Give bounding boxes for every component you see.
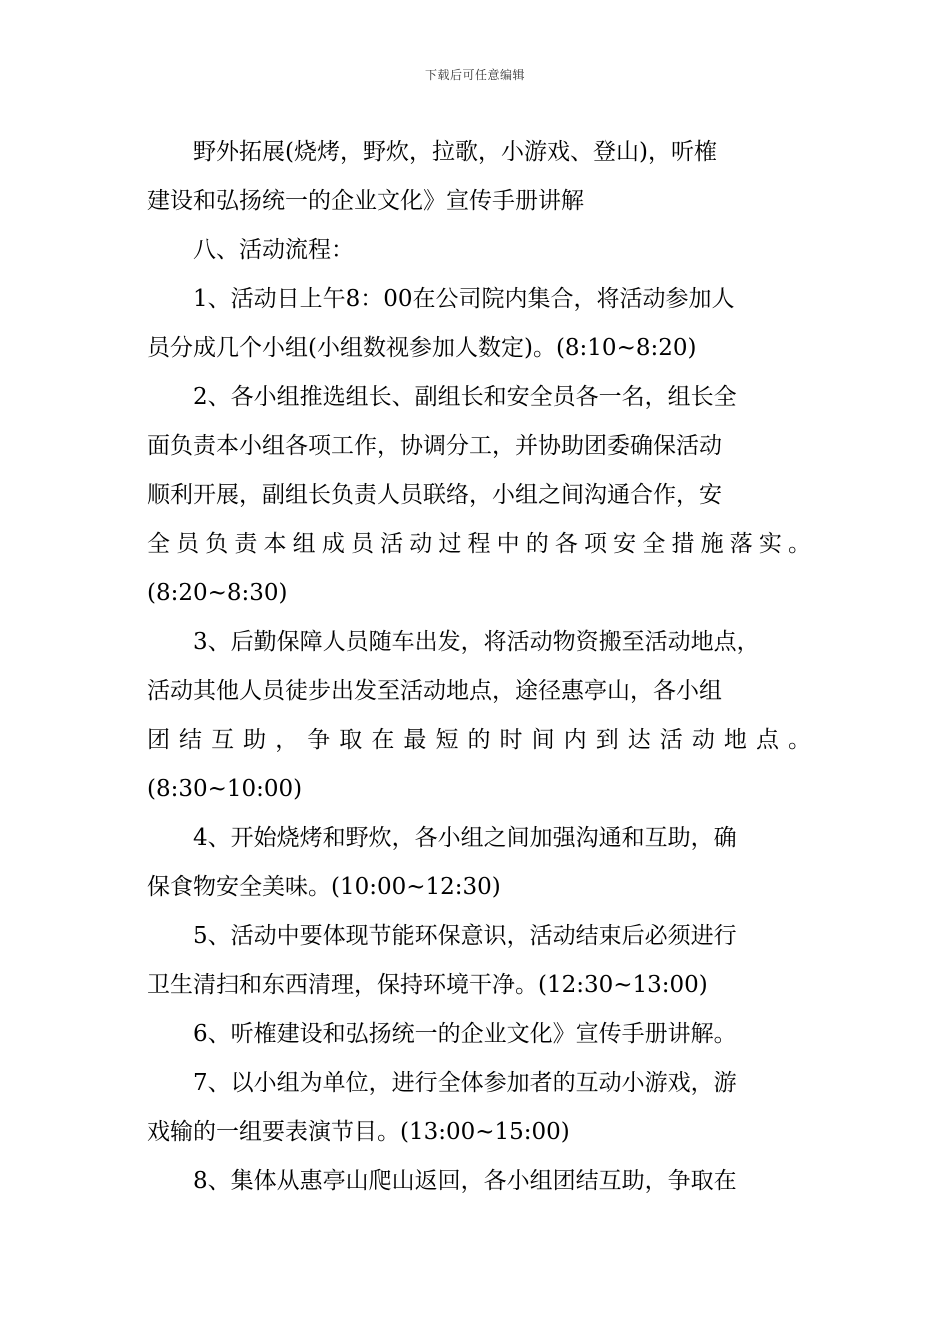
text-line: 8、集体从惠亭山爬山返回，各小组团结互助，争取在 <box>193 1168 737 1194</box>
text-line: 顺利开展，副组长负责人员联络，小组之间沟通合作，安 <box>147 482 722 508</box>
text-line: 建设和弘扬统一的企业文化》宣传手册讲解 <box>147 188 584 214</box>
text-line: (8:30~10:00) <box>147 776 303 802</box>
text-line: 员分成几个小组(小组数视参加人数定)。(8:10~8:20) <box>147 335 697 361</box>
text-line: 卫生清扫和东西清理，保持环境干净。(12:30~13:00) <box>147 972 708 998</box>
text-line: 全员负责本组成员活动过程中的各项安全措施落实。 <box>147 531 811 557</box>
text-line: 活动其他人员徒步出发至活动地点，途径惠亭山，各小组 <box>147 678 722 704</box>
text-line: 八、活动流程： <box>193 237 354 263</box>
text-line: 6、听榷建设和弘扬统一的企业文化》宣传手册讲解。 <box>193 1021 737 1047</box>
text-line: 5、活动中要体现节能环保意识，活动结束后必须进行 <box>193 923 737 949</box>
text-line: 面负责本小组各项工作，协调分工，并协助团委确保活动 <box>147 433 722 459</box>
document-body <box>147 128 811 1206</box>
text-line: 2、各小组推选组长、副组长和安全员各一名，组长全 <box>193 384 737 410</box>
text-line: 戏输的一组要表演节目。(13:00~15:00) <box>147 1119 570 1145</box>
text-line: 保食物安全美味。(10:00~12:30) <box>147 874 501 900</box>
text-line: (8:20~8:30) <box>147 580 288 606</box>
text-line: 1、活动日上午8：00在公司院内集合，将活动参加人 <box>193 286 735 312</box>
text-line: 3、后勤保障人员随车出发，将活动物资搬至活动地点， <box>193 629 760 655</box>
text-line: 4、开始烧烤和野炊，各小组之间加强沟通和互助，确 <box>193 825 737 851</box>
text-line: 7、以小组为单位，进行全体参加者的互动小游戏，游 <box>193 1070 737 1096</box>
header-note: 下载后可任意编辑 <box>424 68 525 82</box>
text-line: 团结互助，争取在最短的时间内到达活动地点。 <box>147 727 811 753</box>
text-line: 野外拓展(烧烤，野炊，拉歌，小游戏、登山)，听榷 <box>193 139 717 165</box>
